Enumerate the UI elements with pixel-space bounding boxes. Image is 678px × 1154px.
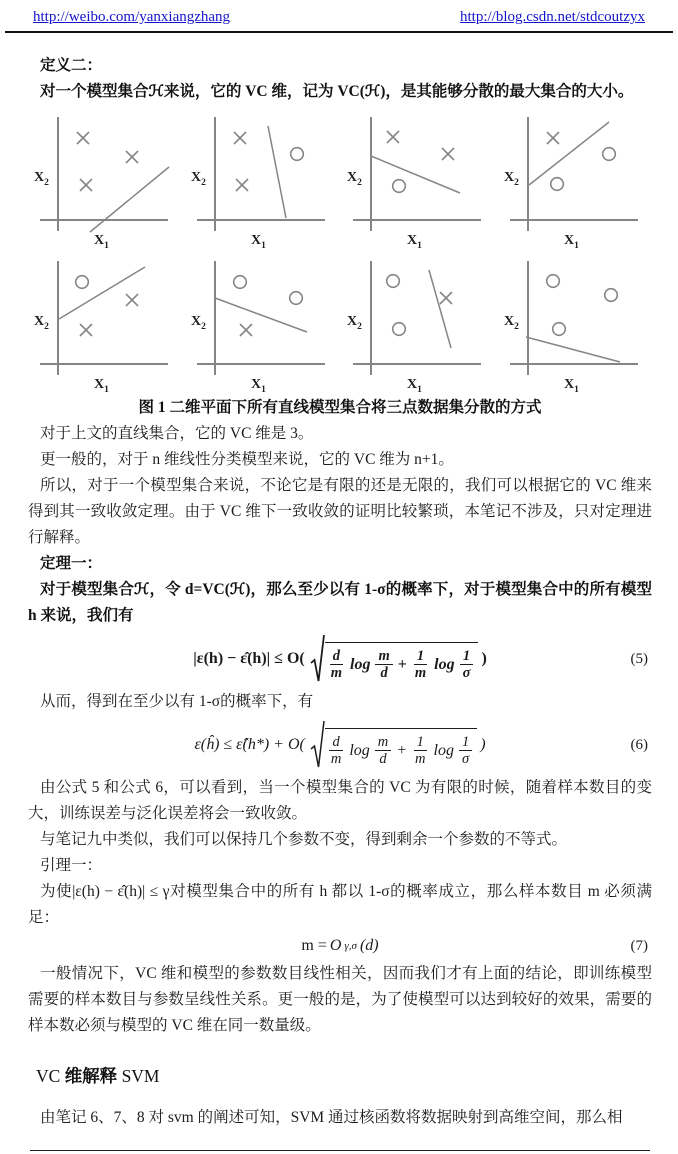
o-marker xyxy=(290,148,303,161)
scatter-plot-8 xyxy=(498,255,650,393)
fraction-1-m: $\frac{1}{m}$ xyxy=(414,647,427,682)
scatter-plot-5 xyxy=(28,255,180,393)
separating-line xyxy=(526,337,620,362)
paragraph-n-plus-1: 更一般的，对于 n 维线性分类模型来说，它的 VC 维为 n+1。 xyxy=(40,451,454,468)
document-body xyxy=(0,33,678,1131)
equation-7-math xyxy=(301,933,378,959)
subplot-svg xyxy=(341,111,493,249)
separating-line xyxy=(90,167,169,232)
equation-7-arg: (d) xyxy=(359,937,379,954)
paragraph-svm-kernel: 由笔记 6、7、8 对 svm 的阐述可知，SVM 通过核函数将数据映射到高维空间，那么相 xyxy=(40,1109,623,1126)
o-marker xyxy=(602,148,615,161)
fraction-1-sigma: $\frac{1}{\sigma}$ xyxy=(460,648,474,682)
fraction-m-d: $\frac{m}{d}$ xyxy=(375,648,392,682)
lemma1-label: 引理一： xyxy=(40,857,103,874)
weibo-link[interactable]: http://weibo.com/yanxiangzhang xyxy=(33,9,231,25)
page-header xyxy=(0,0,678,29)
theorem1-label: 定理一： xyxy=(40,555,103,572)
square-root xyxy=(310,720,477,770)
equation-5-number: (5) xyxy=(630,651,648,667)
equation-6-lhs: ε(ĥ) ≤ ε̂(h*) + O( xyxy=(194,736,305,753)
lemma1-text: 为使|ε(h) − ε̂(h)| ≤ γ对模型集合中的所有 h 都以 1-σ的概率成立，那么样本数目 m 必须满足： xyxy=(28,883,652,926)
csdn-blog-link[interactable]: http://blog.csdn.net/stdcoutzyx xyxy=(460,9,645,25)
fraction-1-sigma: $\frac{1}{\sigma}$ xyxy=(459,734,472,768)
separating-line xyxy=(529,122,609,185)
paragraph-vc-is-3: 对于上文的直线集合，它的 VC 维是 3。 xyxy=(40,425,314,442)
paragraph-uniform-convergence: 所以，对于一个模型集合来说，不论它是有限的还是无限的，我们可以根据它的 VC 维来得到其一致收敛定理。由于 VC 维下一致收敛的证明比较繁琐，本笔记不涉及，只对定理进行解释。 xyxy=(28,477,652,546)
subplot-svg xyxy=(341,255,493,393)
o-marker xyxy=(233,276,246,289)
x-axis-label: $X_1$ xyxy=(94,233,109,249)
scatter-plot-4 xyxy=(498,111,650,249)
x-axis-label: $X_1$ xyxy=(407,233,422,249)
big-o: O xyxy=(329,937,342,954)
log-operator: log xyxy=(350,655,371,673)
separating-line xyxy=(371,156,460,193)
o-marker xyxy=(393,323,406,336)
y-axis-label: $X_2$ xyxy=(34,314,49,332)
subplot-svg xyxy=(498,255,650,393)
scatter-plot-7 xyxy=(341,255,493,393)
fraction-m-d: $\frac{m}{d}$ xyxy=(375,734,391,768)
equation-6-number: (6) xyxy=(630,737,648,753)
o-marker xyxy=(76,276,89,289)
subplot-svg xyxy=(185,255,337,393)
theorem1-text: 对于模型集合ℋ，令 d=VC(ℋ)，那么至少以有 1-σ的概率下，对于模型集合中的所有模型 h 来说，我们有 xyxy=(28,581,652,624)
equation-7-lhs: m = xyxy=(301,937,327,954)
equation-6-math xyxy=(194,720,485,770)
big-o-subscript: γ,σ xyxy=(344,940,357,952)
heading-latin-pre: VC xyxy=(36,1066,65,1086)
equation-5-math xyxy=(193,634,487,684)
figure-1-caption: 图 1 二维平面下所有直线模型集合将三点数据集分散的方式 xyxy=(138,399,542,416)
subplot-svg xyxy=(185,111,337,249)
close-paren: ) xyxy=(480,736,486,753)
heading-chinese: 维解释 xyxy=(64,1066,118,1086)
scatter-plot-1 xyxy=(28,111,180,249)
x-axis-label: $X_1$ xyxy=(563,377,579,393)
figure-1-grid xyxy=(28,111,652,393)
subplot-svg xyxy=(498,111,650,249)
scatter-plot-2 xyxy=(185,111,337,249)
separating-line xyxy=(268,126,286,218)
equation-5-lhs: |ε(h) − ε̂(h)| ≤ O( xyxy=(193,650,305,667)
y-axis-label: $X_2$ xyxy=(190,170,206,188)
subplot-svg xyxy=(28,111,180,249)
x-axis-label: $X_1$ xyxy=(94,377,109,393)
x-axis-label: $X_1$ xyxy=(407,377,422,393)
definition2-text: 对一个模型集合ℋ来说，它的 VC 维，记为 VC(ℋ)，是其能够分散的最大集合的大小。 xyxy=(40,83,634,100)
fraction-d-m: $\frac{d}{m}$ xyxy=(330,733,342,768)
y-axis-label: $X_2$ xyxy=(34,170,49,188)
subplot-svg xyxy=(28,255,180,393)
o-marker xyxy=(552,323,565,336)
y-axis-label: $X_2$ xyxy=(347,170,362,188)
radical-sign-icon xyxy=(310,720,325,770)
o-marker xyxy=(546,275,559,288)
paragraph-formula-5-6: 由公式 5 和公式 6，可以看到，当一个模型集合的 VC 为有限的时候，随着样本数目的变大，训练误差与泛化误差将会一致收敛。 xyxy=(28,779,652,822)
y-axis-label: $X_2$ xyxy=(347,314,362,332)
log-operator: log xyxy=(349,741,370,759)
footer-divider xyxy=(30,1150,650,1151)
equation-5 xyxy=(28,634,652,684)
equation-7-number: (7) xyxy=(630,938,648,954)
paragraph-note9-similar: 与笔记九中类似，我们可以保持几个参数不变，得到剩余一个参数的不等式。 xyxy=(40,831,568,848)
scatter-plot-3 xyxy=(341,111,493,249)
equation-7 xyxy=(28,933,652,959)
heading-latin-post: SVM xyxy=(117,1066,160,1086)
y-axis-label: $X_2$ xyxy=(503,314,519,332)
fraction-1-m: $\frac{1}{m}$ xyxy=(415,733,426,768)
equation-6 xyxy=(28,720,652,770)
definition2-label: 定义二： xyxy=(40,57,103,74)
o-marker xyxy=(387,275,400,288)
plus-sign: + xyxy=(397,655,407,673)
x-axis-label: $X_1$ xyxy=(250,233,266,249)
o-marker xyxy=(604,289,617,302)
y-axis-label: $X_2$ xyxy=(190,314,206,332)
radical-sign-icon xyxy=(310,634,325,684)
o-marker xyxy=(289,292,302,305)
log-operator: log xyxy=(433,741,454,759)
log-operator: log xyxy=(434,655,455,673)
scatter-plot-6 xyxy=(185,255,337,393)
o-marker xyxy=(550,178,563,191)
square-root xyxy=(310,634,479,684)
x-axis-label: $X_1$ xyxy=(250,377,266,393)
close-paren: ) xyxy=(481,650,487,667)
fraction-d-m: $\frac{d}{m}$ xyxy=(330,647,343,682)
section-heading-vc-svm xyxy=(36,1063,652,1089)
y-axis-label: $X_2$ xyxy=(503,170,519,188)
paragraph-linear-relation: 一般情况下，VC 维和模型的参数数目线性相关，因而我们才有上面的结论，即训练模型需要的样本数目与参数呈线性关系。更一般的是，为了使模型可以达到较好的效果，需要的样本数必须与模型的 VC 维在同一数量级。 xyxy=(28,965,652,1034)
paragraph-thus: 从而，得到在至少以有 1-σ的概率下，有 xyxy=(40,693,314,710)
o-marker xyxy=(393,180,406,193)
separating-line xyxy=(429,270,451,348)
plus-sign: + xyxy=(396,741,408,759)
separating-line xyxy=(59,267,145,319)
x-axis-label: $X_1$ xyxy=(563,233,579,249)
